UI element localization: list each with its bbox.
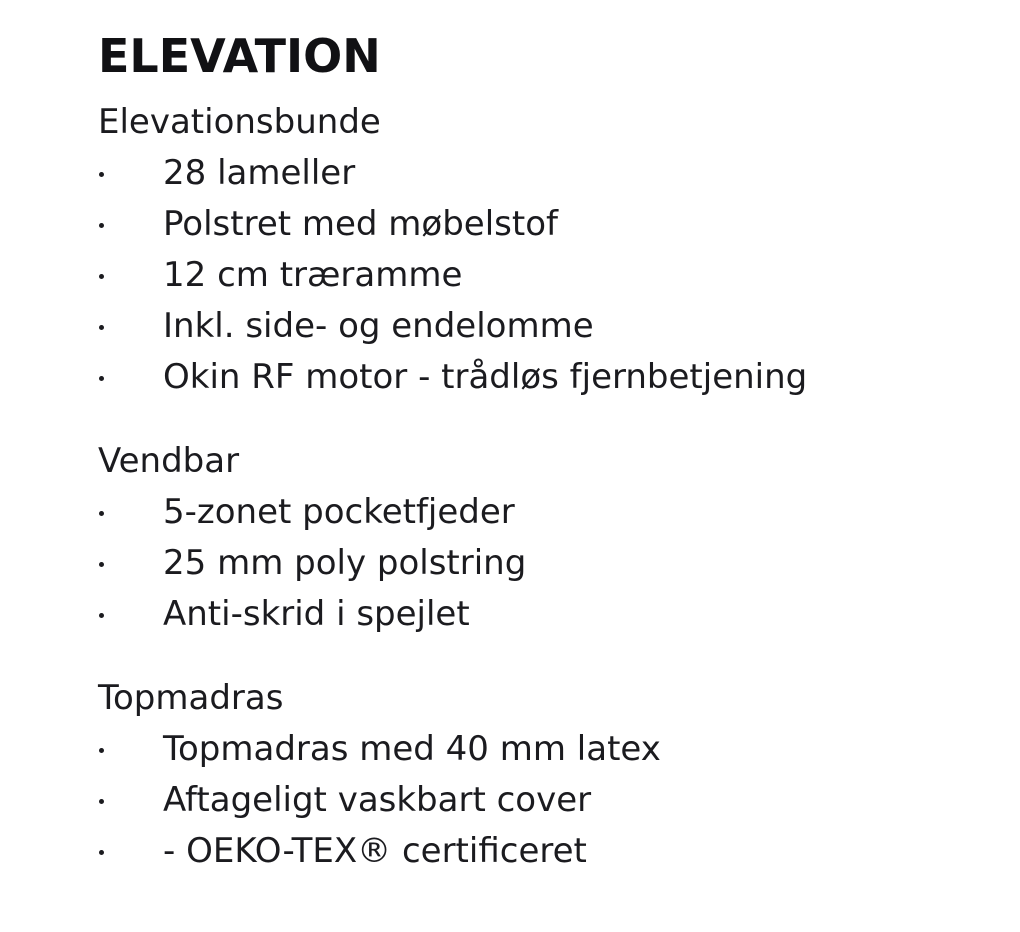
list-item [98, 250, 998, 301]
bullet-icon [98, 199, 108, 250]
list-item [98, 775, 998, 826]
list-item [98, 148, 998, 199]
list-item-text: Aftageligt vaskbart cover [163, 780, 592, 820]
section-heading: Vendbar [98, 441, 240, 481]
list-item [98, 487, 998, 538]
list-item-text: Okin RF motor - trådløs fjernbetjening [163, 357, 808, 397]
list-item [98, 538, 998, 589]
bullet-icon [98, 352, 108, 403]
section-topmadras [98, 673, 998, 877]
list-item-text: - OEKO-TEX® certificeret [163, 831, 587, 871]
list-item [98, 199, 998, 250]
list-item [98, 826, 998, 877]
section-heading: Topmadras [98, 678, 284, 718]
list-item [98, 589, 998, 640]
list-item [98, 724, 998, 775]
bullet-icon [98, 250, 108, 301]
bullet-icon [98, 589, 108, 640]
list-item-text: Topmadras med 40 mm latex [163, 729, 661, 769]
list-item-text: 5-zonet pocketfjeder [163, 492, 515, 532]
list-item-text: 12 cm træramme [163, 255, 463, 295]
list-item-text: 28 lameller [163, 153, 356, 193]
list-item [98, 301, 998, 352]
section-vendbar [98, 436, 998, 640]
bullet-icon [98, 826, 108, 877]
bullet-icon [98, 487, 108, 538]
bullet-icon [98, 301, 108, 352]
section-elevationsbunde [98, 97, 998, 403]
list-item-text: Inkl. side- og endelomme [163, 306, 594, 346]
bullet-icon [98, 538, 108, 589]
list-item-text: 25 mm poly polstring [163, 543, 527, 583]
bullet-icon [98, 724, 108, 775]
feature-list [98, 148, 998, 403]
bullet-icon [98, 148, 108, 199]
list-item-text: Anti-skrid i spejlet [163, 594, 470, 634]
feature-list [98, 487, 998, 640]
feature-list [98, 724, 998, 877]
bullet-icon [98, 775, 108, 826]
section-heading: Elevationsbunde [98, 102, 381, 142]
list-item-text: Polstret med møbelstof [163, 204, 558, 244]
product-spec-sheet [98, 28, 998, 877]
list-item [98, 352, 998, 403]
product-title: ELEVATION [98, 29, 381, 83]
